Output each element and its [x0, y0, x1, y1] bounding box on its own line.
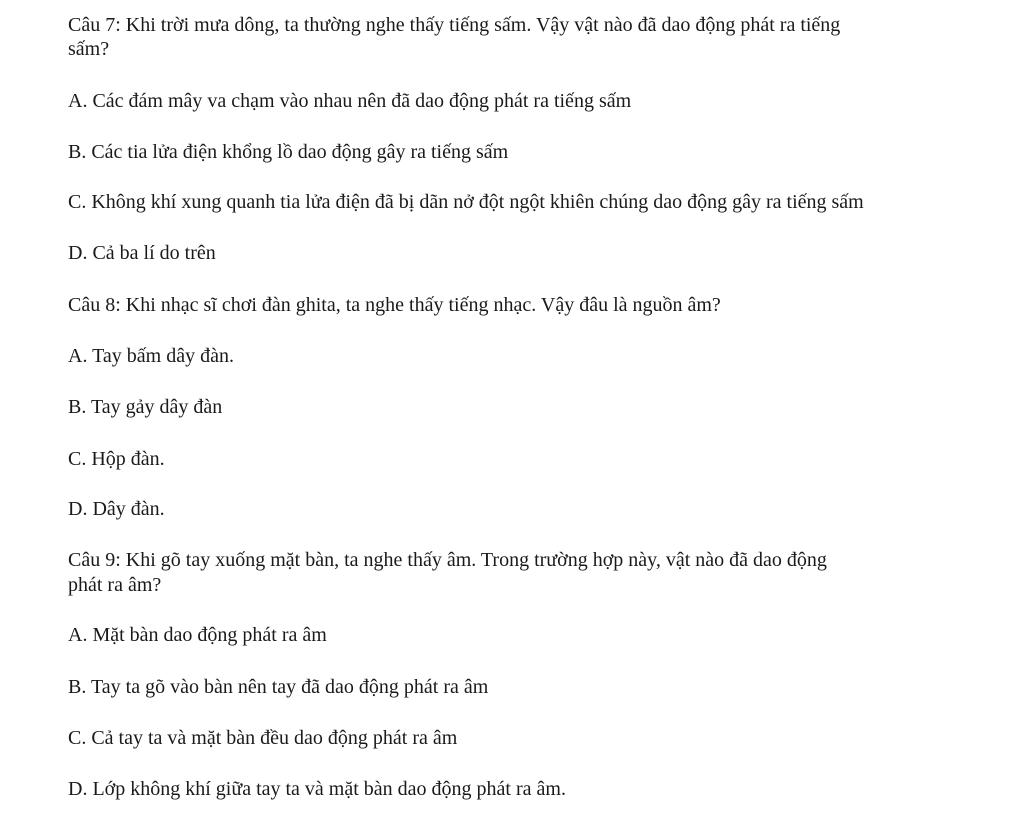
question-7-option-d: D. Cả ba lí do trên [68, 242, 216, 264]
question-9-option-a: A. Mặt bàn dao động phát ra âm [68, 624, 327, 646]
question-8-stem-line-1: Câu 8: Khi nhạc sĩ chơi đàn ghita, ta nghe thấy tiếng nhạc. Vậy đâu là nguồn âm? [68, 294, 721, 316]
question-9-stem-line-1: Câu 9: Khi gõ tay xuống mặt bàn, ta nghe thấy âm. Trong trường hợp này, vật nào đã dao động [68, 549, 827, 571]
question-7-option-b: B. Các tia lửa điện khổng lồ dao động gây ra tiếng sấm [68, 141, 509, 163]
question-9-option-c: C. Cả tay ta và mặt bàn đều dao động phát ra âm [68, 727, 458, 749]
question-9-stem-line-2: phát ra âm? [68, 574, 162, 596]
question-8-option-b: B. Tay gảy dây đàn [68, 396, 223, 418]
question-8-option-c: C. Hộp đàn. [68, 448, 165, 470]
question-7-stem-line-2: sấm? [68, 38, 110, 60]
question-8-option-d: D. Dây đàn. [68, 498, 165, 520]
question-9-option-d: D. Lớp không khí giữa tay ta và mặt bàn dao động phát ra âm. [68, 778, 566, 800]
question-9-option-b: B. Tay ta gõ vào bàn nên tay đã dao động phát ra âm [68, 676, 489, 698]
question-7-option-a: A. Các đám mây va chạm vào nhau nên đã dao động phát ra tiếng sấm [68, 90, 632, 112]
question-8-option-a: A. Tay bấm dây đàn. [68, 345, 234, 367]
question-7-stem-line-1: Câu 7: Khi trời mưa dông, ta thường nghe thấy tiếng sấm. Vậy vật nào đã dao động phát ra tiếng [68, 14, 841, 36]
question-7-option-c: C. Không khí xung quanh tia lửa điện đã bị dãn nở đột ngột khiên chúng dao động gây ra tiếng sấm [68, 191, 864, 213]
